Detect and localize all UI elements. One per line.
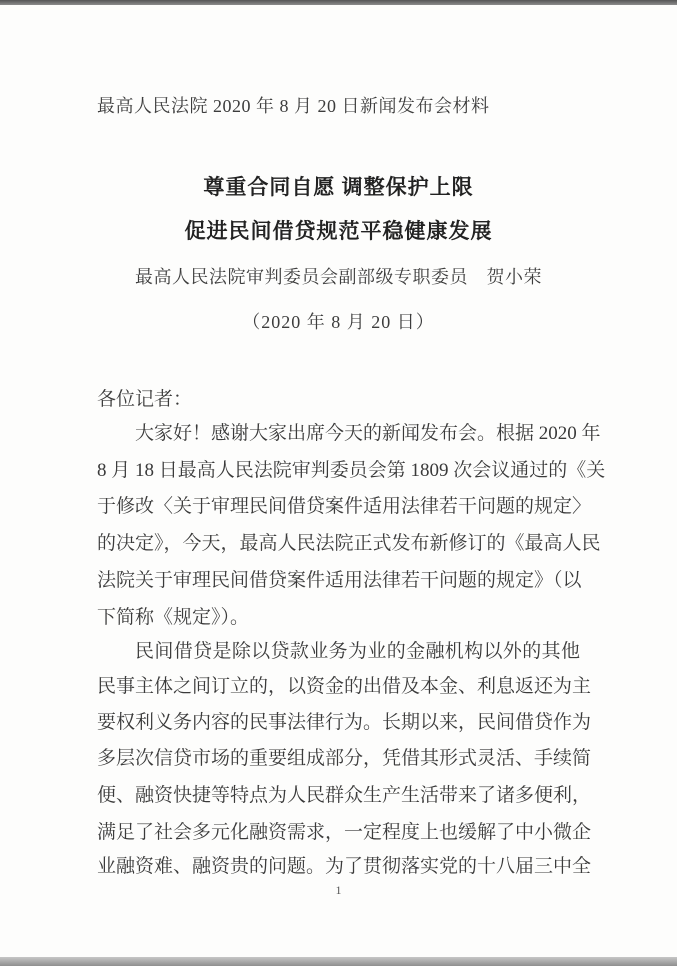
- body-text-line: 的决定》，今天，最高人民法院正式发布新修订的《最高人民: [97, 533, 601, 554]
- body-text-line: 民间借贷是除以贷款业务为业的金融机构以外的其他: [135, 641, 580, 662]
- document-header-line: 最高人民法院 2020 年 8 月 20 日新闻发布会材料: [97, 96, 490, 116]
- document-title-line1: 尊重合同自愿 调整保护上限: [203, 175, 474, 199]
- document-date: （2020 年 8 月 20 日）: [242, 312, 435, 332]
- document-byline: 最高人民法院审判委员会副部级专职委员 贺小荣: [135, 267, 542, 287]
- body-text-line: 业融资难、融资贵的问题。为了贯彻落实党的十八届三中全: [97, 856, 592, 877]
- body-text-line: 8 月 18 日最高人民法院审判委员会第 1809 次会议通过的《关: [97, 460, 606, 481]
- document-content: [97, 0, 606, 966]
- body-text-line: 下简称《规定》）。: [97, 607, 250, 628]
- document-title-line2: 促进民间借贷规范平稳健康发展: [184, 219, 493, 243]
- body-text-line: 于修改〈关于审理民间借贷案件适用法律若干问题的规定〉: [97, 496, 592, 517]
- salutation-line: 各位记者：: [97, 389, 193, 410]
- page-number: 1: [335, 883, 342, 897]
- body-text-line: 多层次信贷市场的重要组成部分，凭借其形式灵活、手续简: [97, 748, 592, 769]
- body-text-line: 便、融资快捷等特点为人民群众生产生活带来了诸多便利，: [97, 785, 592, 806]
- body-text-line: 民事主体之间订立的，以资金的出借及本金、利息返还为主: [97, 676, 592, 697]
- body-text-line: 要权利义务内容的民事法律行为。长期以来，民间借贷作为: [97, 712, 592, 733]
- page-bottom-edge: [0, 957, 677, 966]
- body-text-line: 大家好！感谢大家出席今天的新闻发布会。根据 2020 年: [135, 423, 601, 444]
- body-text-line: 法院关于审理民间借贷案件适用法律若干问题的规定》（以: [97, 570, 582, 591]
- body-text-line: 满足了社会多元化融资需求，一定程度上也缓解了中小微企: [97, 822, 592, 843]
